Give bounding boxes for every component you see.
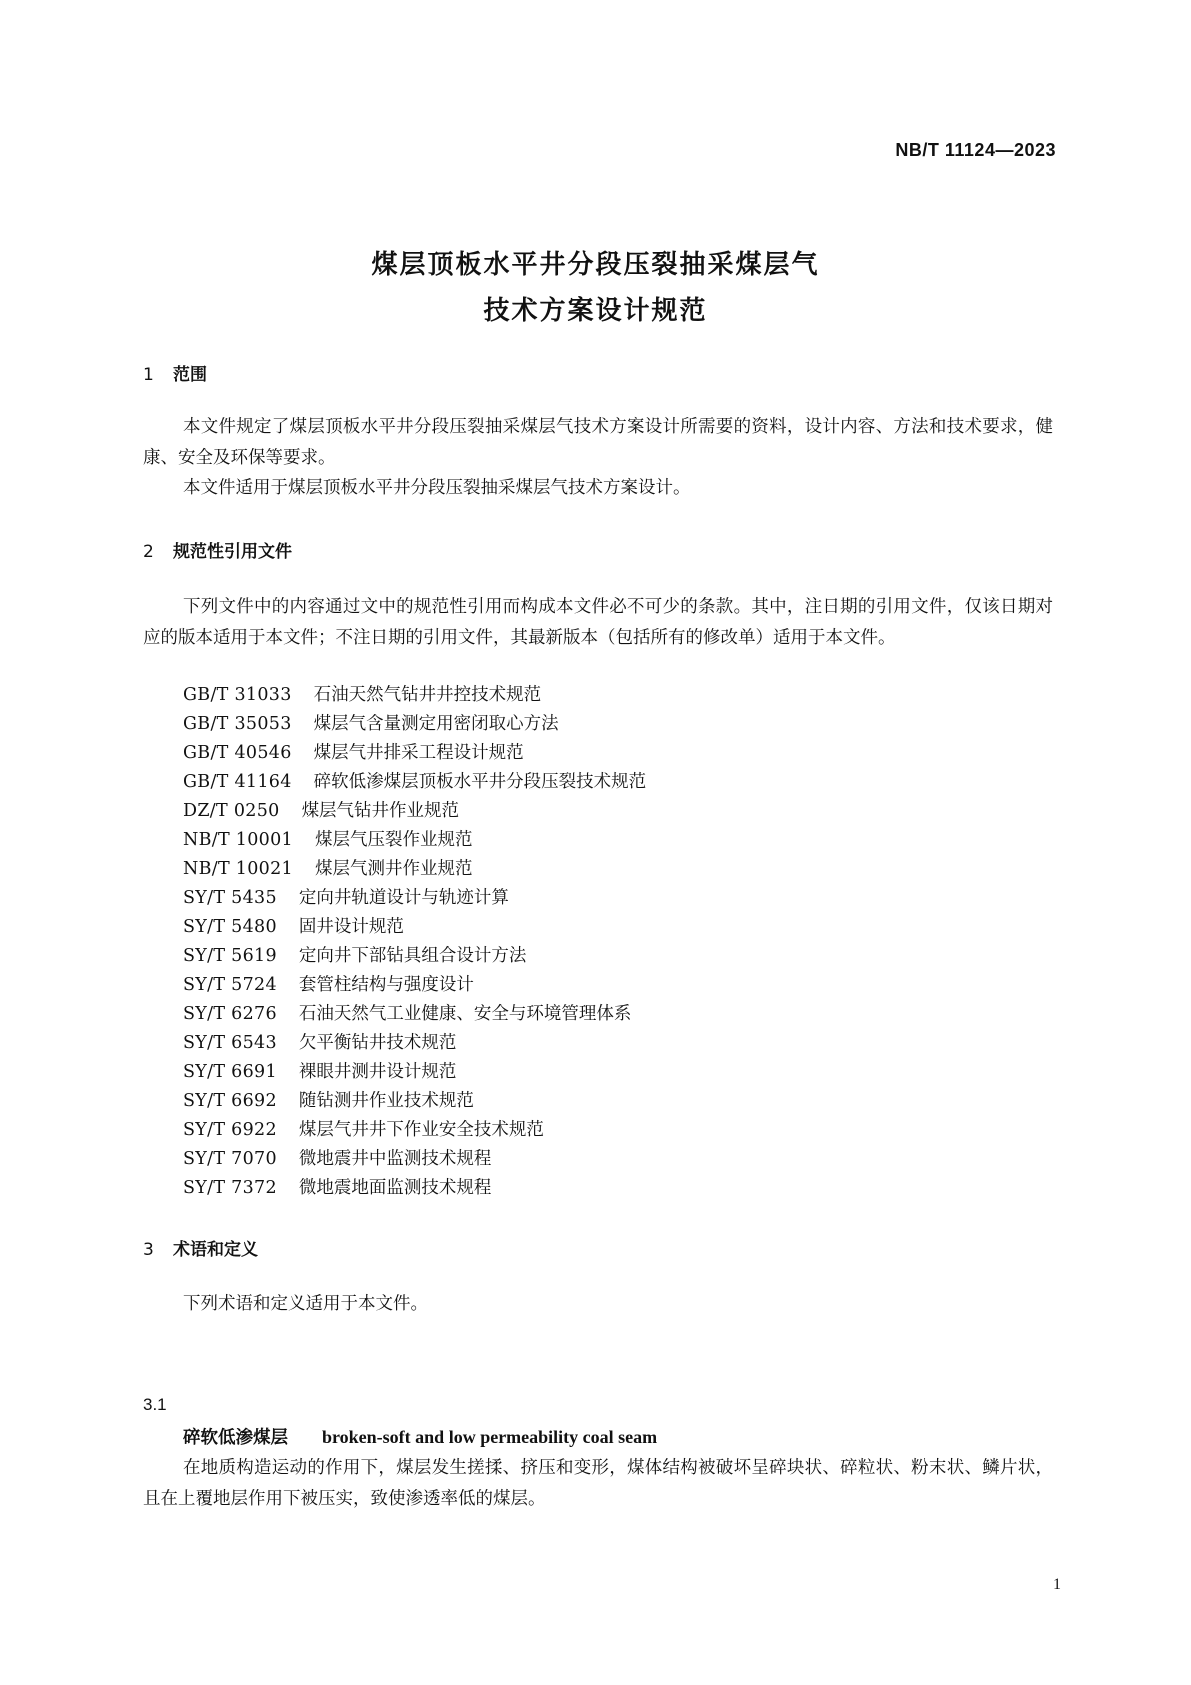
term-chinese: 碎软低渗煤层 [183,1428,288,1448]
reference-title: 煤层气井排采工程设计规范 [313,743,524,763]
reference-code: SY/T 7070 [183,1149,277,1169]
reference-code: DZ/T 0250 [183,801,280,821]
document-title-line-2: 技术方案设计规范 [483,296,708,326]
term-english: broken-soft and low permeability coal seam [322,1427,658,1447]
term-entry [183,1424,657,1449]
reference-code: SY/T 7372 [183,1178,277,1198]
term-number: 3.1 [143,1395,167,1414]
reference-code: SY/T 5435 [183,888,277,908]
reference-code: SY/T 5724 [183,975,277,995]
reference-item [183,710,559,735]
reference-code: SY/T 5619 [183,946,277,966]
reference-title: 煤层气钻井作业规范 [301,801,460,821]
reference-item [183,913,404,938]
section-1-paragraph-2: 本文件适用于煤层顶板水平井分段压裂抽采煤层气技术方案设计。 [183,478,691,498]
reference-item [183,1116,544,1141]
reference-item [183,971,474,996]
section-title: 范围 [173,365,207,385]
reference-title: 煤层气含量测定用密闭取心方法 [313,714,559,734]
section-title: 规范性引用文件 [173,542,292,562]
reference-code: GB/T 40546 [183,743,292,763]
reference-code: SY/T 6276 [183,1004,277,1024]
reference-item [183,768,646,793]
reference-item [183,1145,491,1170]
document-code: NB/T 11124—2023 [895,140,1056,160]
reference-item [183,797,459,822]
reference-item [183,739,524,764]
section-3-intro: 下列术语和定义适用于本文件。 [183,1294,428,1314]
reference-title: 随钻测井作业技术规范 [298,1091,474,1111]
section-2-intro: 下列文件中的内容通过文中的规范性引用而构成本文件必不可少的条款。其中，注日期的引用文件，仅该日期对应的版本适用于本文件；不注日期的引用文件，其最新版本（包括所有的修改单）适用于本文件。 [143,597,1053,648]
reference-title: 套管柱结构与强度设计 [298,975,474,995]
reference-item [183,1058,456,1083]
reference-item [183,1029,456,1054]
reference-item [183,681,541,706]
reference-title: 石油天然气工业健康、安全与环境管理体系 [298,1004,632,1024]
reference-title: 欠平衡钻井技术规范 [298,1033,457,1053]
reference-title: 石油天然气钻井井控技术规范 [313,685,542,705]
section-2-heading [143,537,292,562]
reference-code: GB/T 35053 [183,714,292,734]
section-1-heading [143,360,207,385]
reference-title: 裸眼井测井设计规范 [298,1062,457,1082]
reference-code: SY/T 6691 [183,1062,277,1082]
reference-code: NB/T 10021 [183,859,293,879]
section-3-heading [143,1235,258,1260]
reference-code: SY/T 5480 [183,917,277,937]
reference-title: 煤层气压裂作业规范 [314,830,473,850]
reference-code: SY/T 6543 [183,1033,277,1053]
reference-code: GB/T 41164 [183,772,292,792]
document-title-line-1: 煤层顶板水平井分段压裂抽采煤层气 [371,250,820,280]
section-number: 1 [143,365,154,385]
reference-item [183,1174,491,1199]
reference-code: NB/T 10001 [183,830,293,850]
reference-title: 固井设计规范 [298,917,404,937]
reference-item [183,826,472,851]
reference-item [183,884,509,909]
term-definition: 在地质构造运动的作用下，煤层发生搓揉、挤压和变形，煤体结构被破坏呈碎块状、碎粒状、粉末状、鳞片状，且在上覆地层作用下被压实，致使渗透率低的煤层。 [143,1458,1053,1509]
reference-item [183,942,526,967]
page-number: 1 [1053,1576,1061,1593]
reference-title: 定向井轨道设计与轨迹计算 [298,888,509,908]
reference-title: 定向井下部钻具组合设计方法 [298,946,527,966]
reference-item [183,1000,631,1025]
section-1-paragraph-1: 本文件规定了煤层顶板水平井分段压裂抽采煤层气技术方案设计所需要的资料，设计内容、方法和技术要求，健康、安全及环保等要求。 [143,417,1053,468]
reference-code: SY/T 6692 [183,1091,277,1111]
reference-title: 煤层气井井下作业安全技术规范 [298,1120,544,1140]
section-title: 术语和定义 [173,1240,258,1260]
reference-title: 微地震井中监测技术规程 [298,1149,492,1169]
reference-item [183,855,472,880]
reference-title: 煤层气测井作业规范 [314,859,473,879]
section-number: 2 [143,542,154,562]
reference-item [183,1087,474,1112]
reference-title: 碎软低渗煤层顶板水平井分段压裂技术规范 [313,772,647,792]
section-number: 3 [143,1240,154,1260]
reference-title: 微地震地面监测技术规程 [298,1178,492,1198]
reference-code: GB/T 31033 [183,685,292,705]
reference-code: SY/T 6922 [183,1120,277,1140]
